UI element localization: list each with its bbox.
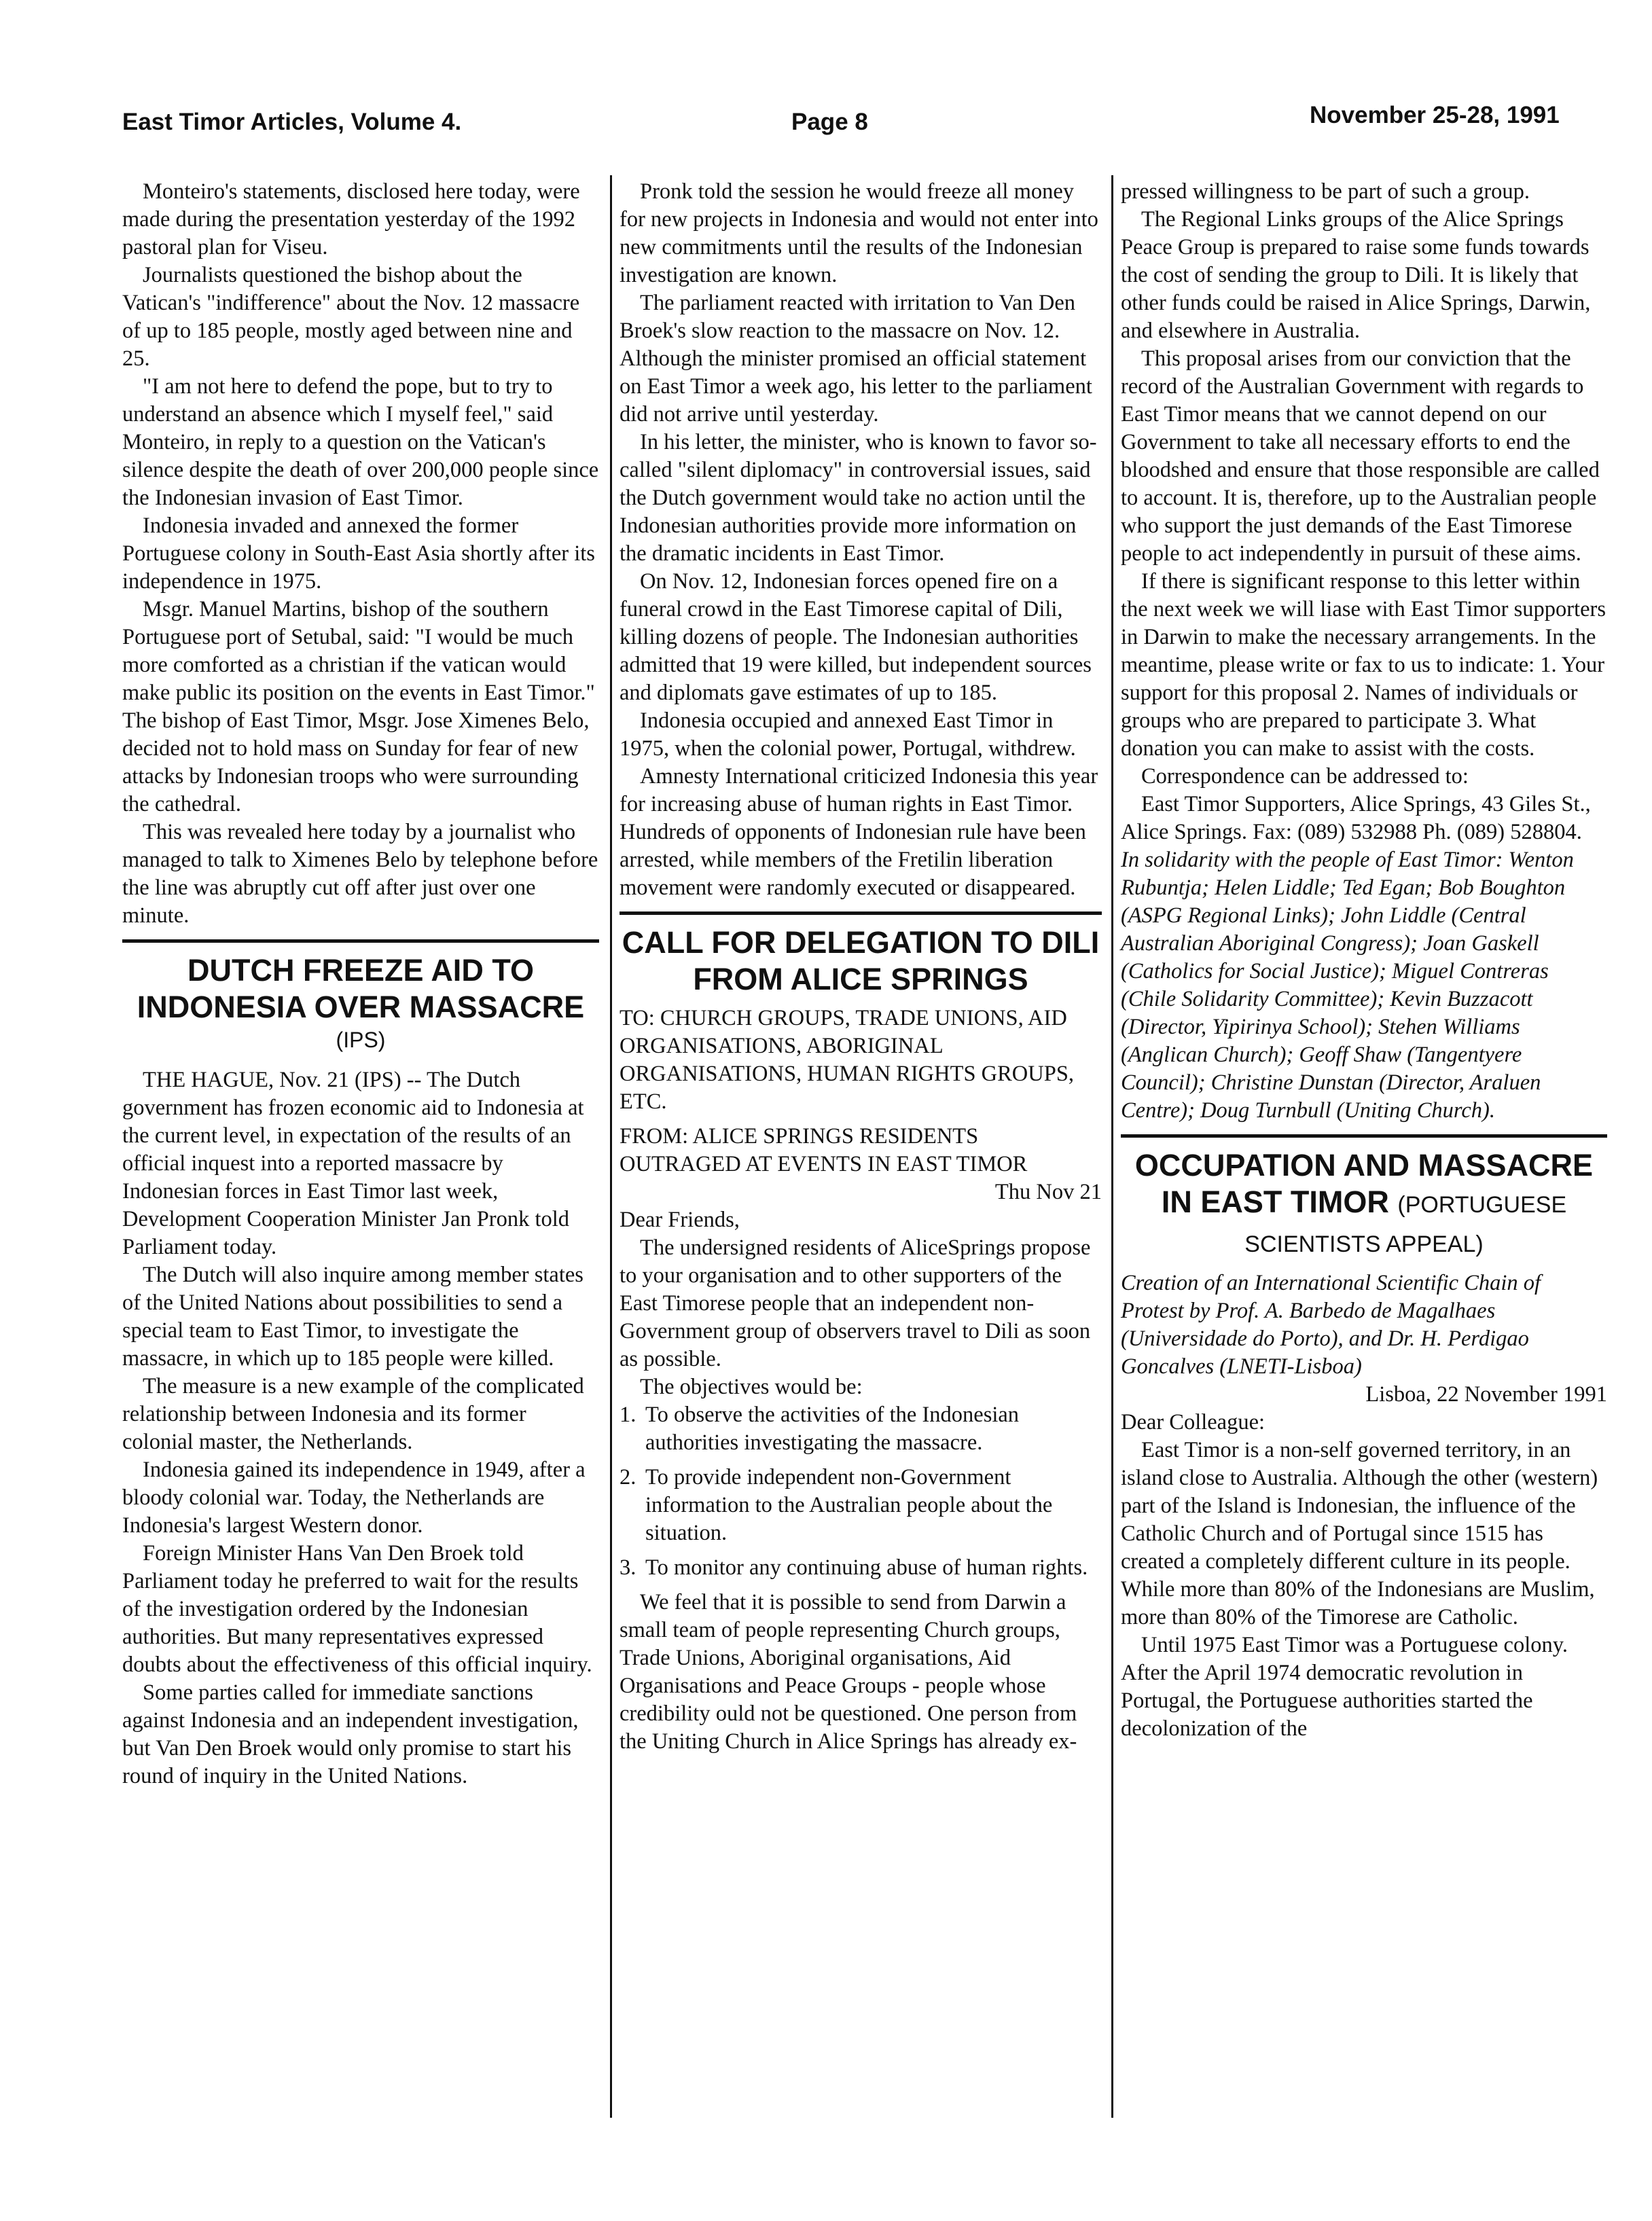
paragraph: THE HAGUE, Nov. 21 (IPS) -- The Dutch government has frozen economic aid to Indonesia at the current level, in expectation of the results of an official inquest into a reported massacre by Indonesian forces in East Timor last week, Development Cooperation Minister Jan Pronk told Parliament today.	[122, 1068, 584, 1259]
paragraph: Indonesia invaded and annexed the former Portuguese colony in South-East Asia shortly after its independence in 1975.	[122, 513, 595, 594]
paragraph: The undersigned residents of AliceSprings propose to your organisation and to other supporters of the East Timorese people that an independent non-Government group of observers travel to Dili as soon as possible.	[620, 1235, 1091, 1371]
list-number: 2.	[620, 1465, 636, 1489]
paragraph: Until 1975 East Timor was a Portuguese colony. After the April 1974 democratic revolution in Portugal, the Portuguese authorities started the decolonization of the	[1121, 1633, 1568, 1741]
letter-date: Thu Nov 21	[994, 1180, 1102, 1204]
paragraph: Pronk told the session he would freeze all money for new projects in Indonesia and would not enter into new commitments until the results of the Indonesian investigation are known.	[620, 179, 1098, 287]
solidarity-signatories: In solidarity with the people of East Timor: Wenton Rubuntja; Helen Liddle; Ted Egan; Bob Boughton (ASPG Regional Links); John Liddle (Central Australian Aboriginal Congress); Joan Gaskell (Catholics for Social Justice); Miguel Contreras (Chile Solidarity Committee); Kevin Buzzacott (Director, Yipirinya School); Stehen Williams (Anglican Church); Geoff Shaw (Tangentyere Council); Christine Dunstan (Director, Araluen Centre); Doug Turnbull (Uniting Church).	[1121, 848, 1574, 1123]
paragraph: Amnesty International criticized Indonesia this year for increasing abuse of human rights in East Timor. Hundreds of opponents of Indonesian rule have been arrested, while members of the Fretilin liberation movement were randomly executed or disappeared.	[620, 764, 1098, 900]
dutch-article-source: (IPS)	[336, 1028, 386, 1052]
paragraph: Foreign Minister Hans Van Den Broek told Parliament today he preferred to wait for the results of the investigation ordered by the Indonesian authorities. But many representatives expressed doubts about the effectiveness of this official inquiry.	[122, 1541, 592, 1677]
paragraph: Journalists questioned the bishop about the Vatican's "indifference" about the Nov. 12 massacre of up to 185 people, mostly aged between nine and 25.	[122, 263, 580, 371]
creation-note: Creation of an International Scientific Chain of Protest by Prof. A. Barbedo de Magalhaes (Universidade do Porto), and Dr. H. Perdigao Goncalves (LNETI-Lisboa)	[1121, 1271, 1541, 1379]
list-text: To provide independent non-Government information to the Australian people about the situation.	[645, 1465, 1053, 1545]
header-date: November 25-28, 1991	[1310, 102, 1560, 128]
section-rule	[122, 939, 599, 943]
list-item	[620, 1554, 1102, 1582]
section-rule	[1121, 1134, 1607, 1138]
section-rule	[620, 911, 1102, 915]
dutch-article-title: DUTCH FREEZE AID TO INDONESIA OVER MASSACRE	[137, 953, 585, 1024]
list-item	[620, 1464, 1102, 1547]
paragraph: In his letter, the minister, who is known to favor so-called "silent diplomacy" in controversial issues, said the Dutch government would take no action until the Indonesian authorities provide more information on the dramatic incidents in East Timor.	[620, 430, 1097, 566]
paragraph: Correspondence can be addressed to:	[1141, 764, 1469, 789]
paragraph: The parliament reacted with irritation to Van Den Broek's slow reaction to the massacre on Nov. 12. Although the minister promised an official statement on East Timor a week ago, his letter to the parliament did not arrive until yesterday.	[620, 291, 1092, 427]
paragraph: The Regional Links groups of the Alice Springs Peace Group is prepared to raise some funds towards the cost of sending the group to Dili. It is likely that other funds could be raised in Alice Springs, Darwin, and elsewhere in Australia.	[1121, 207, 1591, 343]
call-article-title: CALL FOR DELEGATION TO DILI FROM ALICE SPRINGS	[622, 925, 1100, 996]
paragraph: Indonesia occupied and annexed East Timor in 1975, when the colonial power, Portugal, withdrew.	[620, 708, 1076, 761]
paragraph: This proposal arises from our conviction that the record of the Australian Government with regards to East Timor means that we cannot depend on our Government to take all necessary efforts to end the bloodshed and ensure that those responsible are called to account. It is, therefore, up to the Australian people who support the just demands of the East Timorese people to act independently in pursuit of these aims.	[1121, 346, 1600, 566]
paragraph: Indonesia gained its independence in 1949, after a bloody colonial war. Today, the Netherlands are Indonesia's largest Western donor.	[122, 1458, 586, 1538]
column-3	[1121, 178, 1607, 1743]
list-number: 1.	[620, 1403, 636, 1427]
paragraph: East Timor Supporters, Alice Springs, 43 Giles St., Alice Springs. Fax: (089) 532988 Ph. (089) 528804.	[1121, 792, 1591, 844]
to-line: TO: CHURCH GROUPS, TRADE UNIONS, AID ORGANISATIONS, ABORIGINAL ORGANISATIONS, HUMAN RIGHTS GROUPS, ETC.	[620, 1006, 1075, 1114]
column-1	[122, 178, 599, 1790]
header-publication: East Timor Articles, Volume 4.	[122, 109, 462, 135]
paragraph: East Timor is a non-self governed territory, in an island close to Australia. Although the other (western) part of the Island is Indonesian, the influence of the Catholic Church and of Portugal since 1515 has created a completely different culture in its people. While more than 80% of the Indonesians are Muslim, more than 80% of the Timorese are Catholic.	[1121, 1438, 1598, 1629]
list-text: To monitor any continuing abuse of human rights.	[645, 1555, 1088, 1580]
column-2	[620, 178, 1102, 1756]
dateline: Lisboa, 22 November 1991	[1365, 1382, 1607, 1407]
list-item	[620, 1401, 1102, 1457]
paragraph: The measure is a new example of the complicated relationship between Indonesia and its former colonial master, the Netherlands.	[122, 1374, 584, 1454]
occupation-title-tail: (PORTUGUESE SCIENTISTS APPEAL)	[1244, 1192, 1567, 1257]
salutation: Dear Colleague:	[1121, 1410, 1265, 1434]
column-divider-1	[610, 175, 612, 2118]
paragraph: Monteiro's statements, disclosed here today, were made during the presentation yesterday of the 1992 pastoral plan for Viseu.	[122, 179, 580, 259]
paragraph: Msgr. Manuel Martins, bishop of the southern Portuguese port of Setubal, said: "I would be much more comforted as a christian if the vatican would make public its position on the events in East Timor." The bishop of East Timor, Msgr. Jose Ximenes Belo, decided not to hold mass on Sunday for fear of new attacks by Indonesian troops who were surrounding the cathedral.	[122, 597, 595, 816]
paragraph: If there is significant response to this letter within the next week we will liase with East Timor supporters in Darwin to make the necessary arrangements. In the meantime, please write or fax to us to indicate: 1. Your support for this proposal 2. Names of individuals or groups who are prepared to participate 3. What donation you can make to assist with the costs.	[1121, 569, 1606, 761]
from-line: FROM: ALICE SPRINGS RESIDENTS OUTRAGED AT EVENTS IN EAST TIMOR	[620, 1124, 1028, 1176]
paragraph: The Dutch will also inquire among member states of the United Nations about possibilities to send a special team to East Timor, to investigate the massacre, in which up to 185 people were killed.	[122, 1263, 583, 1371]
paragraph: Some parties called for immediate sanctions against Indonesia and an independent investigation, but Van Den Broek would only promise to start his round of inquiry in the United Nations.	[122, 1680, 579, 1788]
objectives-intro: The objectives would be:	[640, 1375, 863, 1399]
list-text: To observe the activities of the Indonesian authorities investigating the massacre.	[645, 1403, 1020, 1455]
list-number: 3.	[620, 1555, 636, 1580]
occupation-article-title	[1121, 1147, 1607, 1263]
column-divider-2	[1111, 175, 1113, 2118]
paragraph: On Nov. 12, Indonesian forces opened fire on a funeral crowd in the East Timorese capital of Dili, killing dozens of people. The Indonesian authorities admitted that 19 were killed, but independent sources and diplomats gave estimates of up to 185.	[620, 569, 1092, 705]
paragraph: This was revealed here today by a journalist who managed to talk to Ximenes Belo by telephone before the line was abruptly cut off after just over one minute.	[122, 820, 598, 928]
paragraph: "I am not here to defend the pope, but to try to understand an absence which I myself feel," said Monteiro, in reply to a question on the Vatican's silence despite the death of over 200,000 people since the Indonesian invasion of East Timor.	[122, 374, 599, 510]
salutation: Dear Friends,	[620, 1208, 740, 1232]
occupation-title-main: OCCUPATION AND MASSACRE IN EAST TIMOR	[1134, 1148, 1594, 1219]
header-page-number: Page 8	[791, 109, 868, 135]
paragraph: pressed willingness to be part of such a group.	[1121, 179, 1530, 204]
paragraph: We feel that it is possible to send from Darwin a small team of people representing Church groups, Trade Unions, Aboriginal organisations, Aid Organisations and Peace Groups - people whose credibility ould not be questioned. One person from the Uniting Church in Alice Springs has already ex-	[620, 1590, 1077, 1754]
